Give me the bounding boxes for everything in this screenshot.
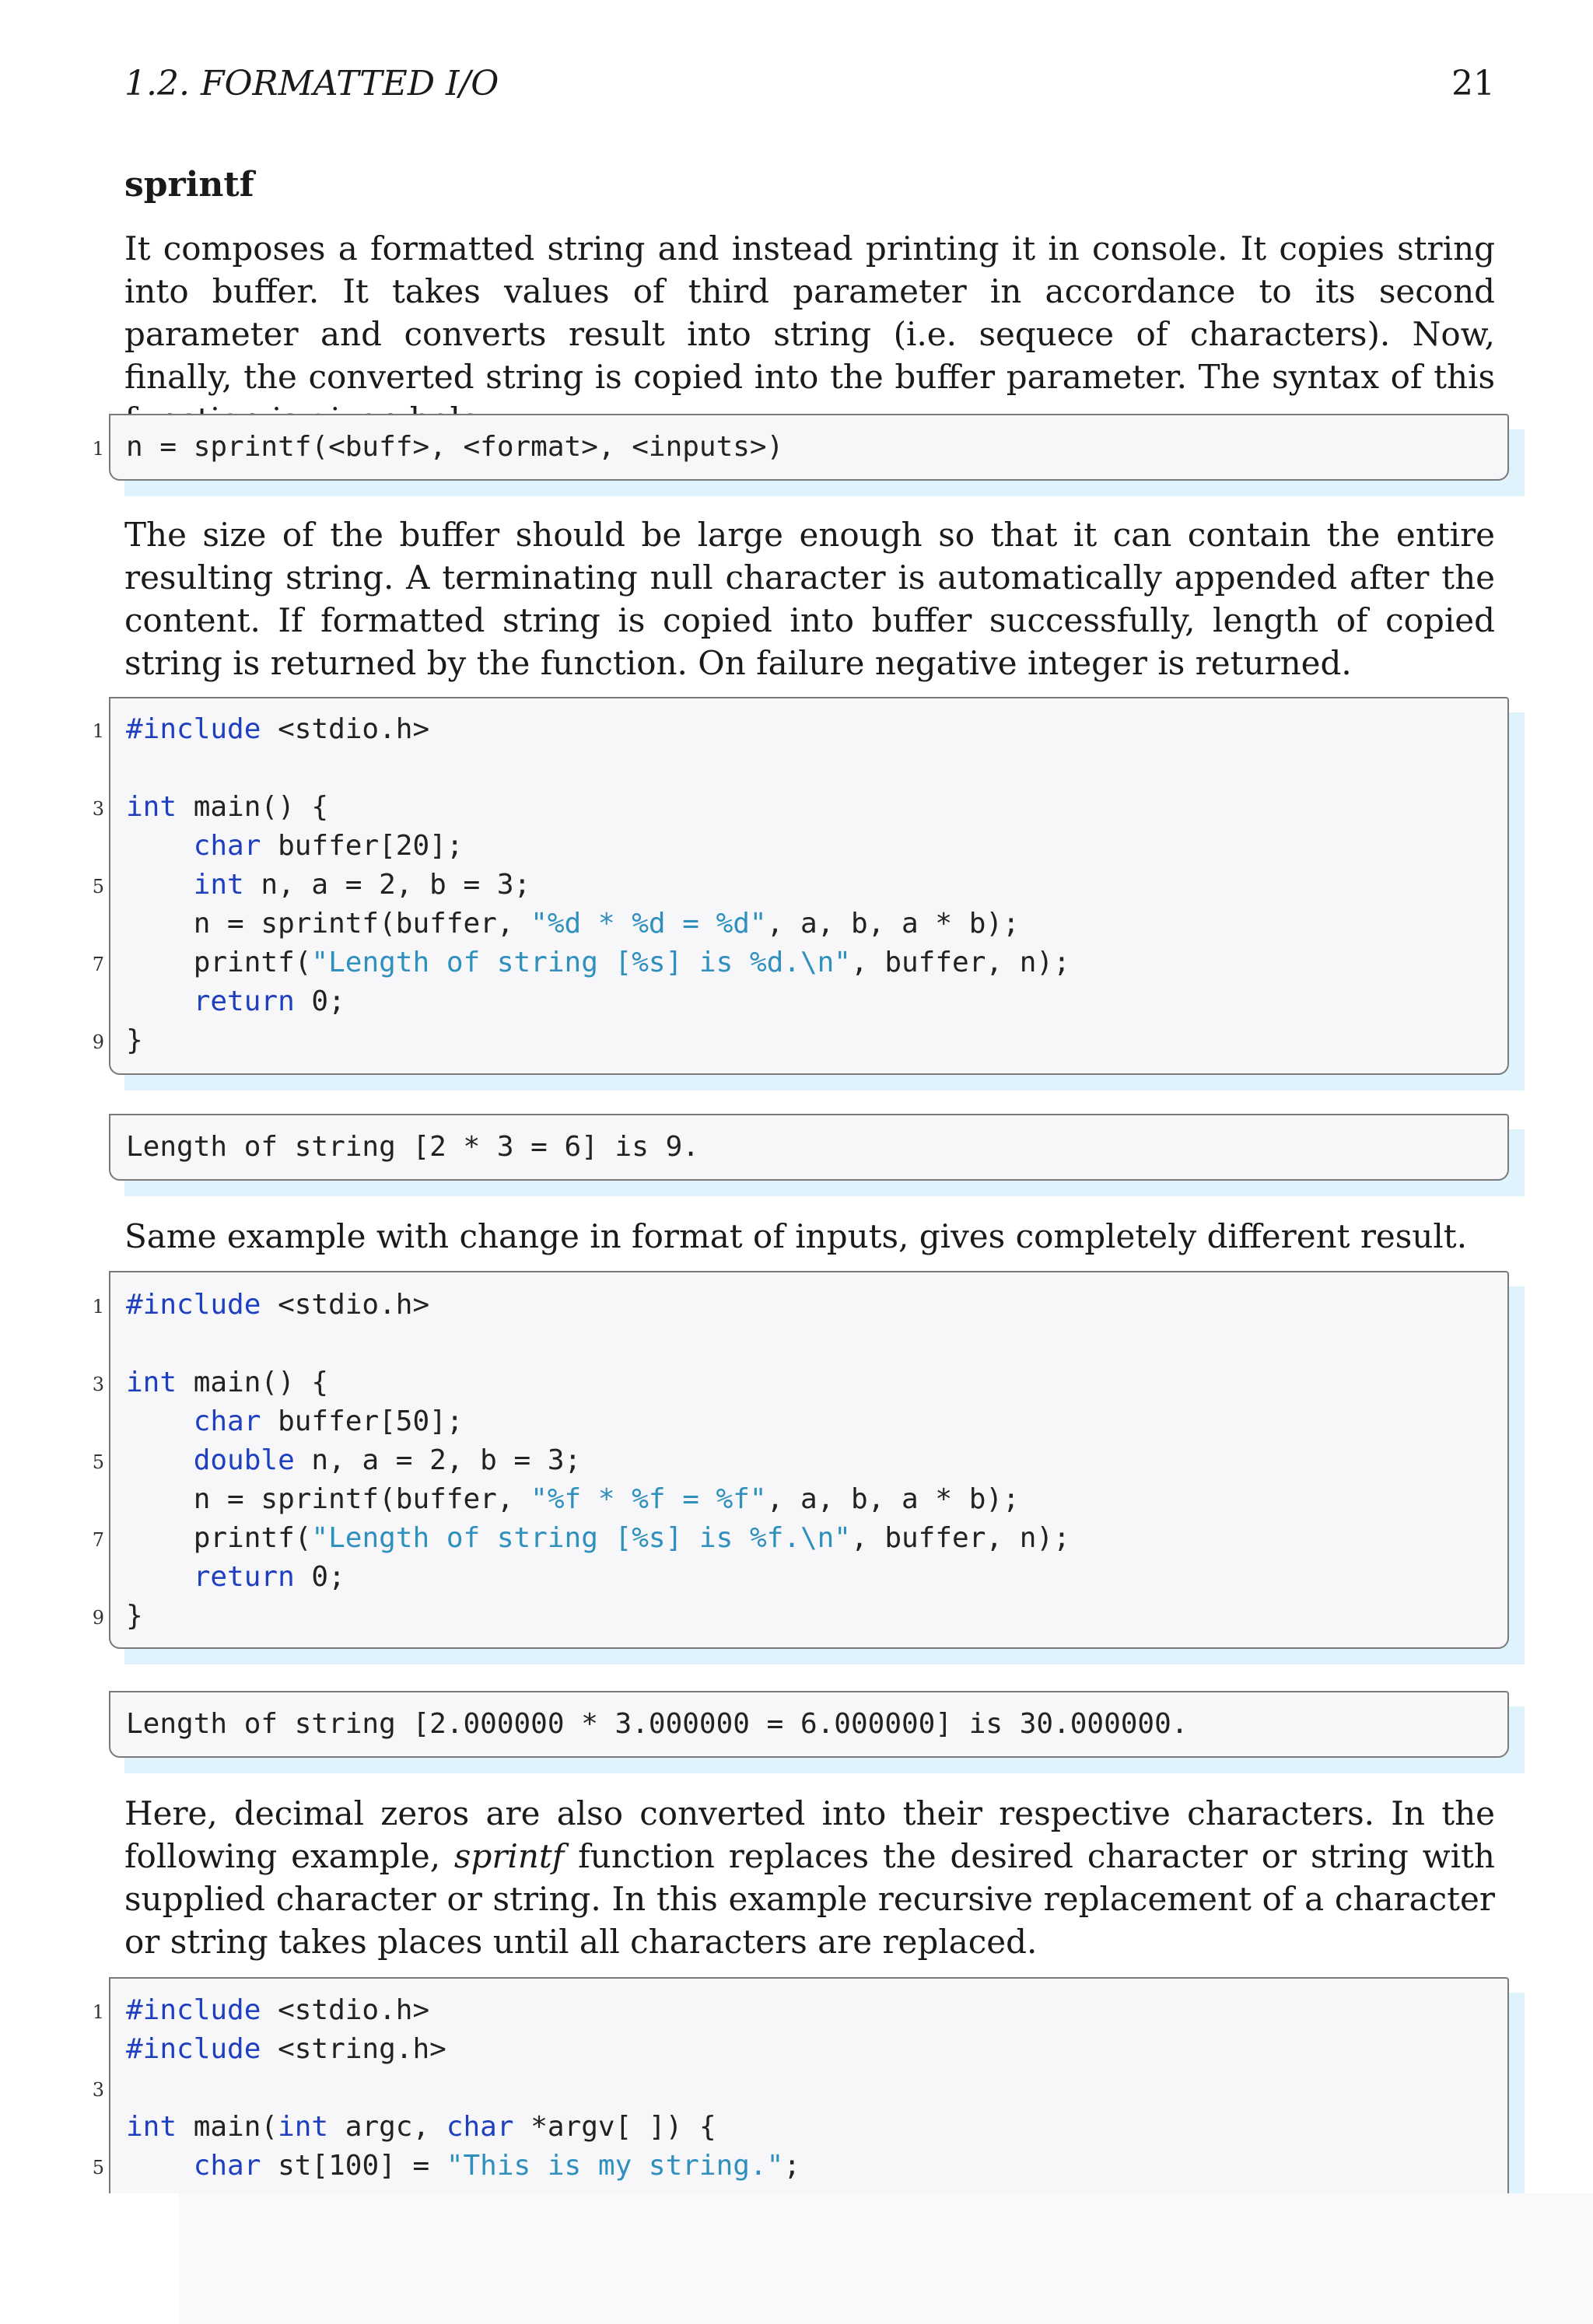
code-line: #include <string.h> — [126, 2033, 446, 2065]
line-number: 7 — [92, 954, 104, 975]
output-line: Length of string [2 * 3 = 6] is 9. — [126, 1131, 699, 1163]
code-line: #include <stdio.h> — [126, 713, 430, 745]
code-body-3 — [126, 1991, 800, 2186]
line-number: 3 — [92, 1374, 104, 1395]
code-line: int main() { — [126, 1367, 329, 1398]
line-number: 3 — [92, 798, 104, 820]
line-number: 3 — [92, 2079, 104, 2101]
emphasis-sprintf: sprintf — [453, 1837, 565, 1875]
code-line: char buffer[20]; — [193, 830, 464, 862]
line-number: 9 — [92, 1031, 104, 1053]
code-line-blank — [126, 1325, 1070, 1363]
paragraph-format-change: Same example with change in format of inputs, gives completely different result. — [124, 1217, 1468, 1255]
line-number: 1 — [92, 720, 104, 742]
code-line: printf("Length of string [%s] is %f.\n", buffer, n); — [126, 1522, 1070, 1554]
line-number: 5 — [92, 876, 104, 898]
line-number: 9 — [92, 1607, 104, 1629]
code-line: int n, a = 2, b = 3; — [193, 869, 531, 901]
line-number: 7 — [92, 1529, 104, 1551]
code-line: n = sprintf(buffer, "%d * %d = %d", a, b, a * b); — [126, 908, 1020, 940]
code-line: int main() { — [126, 791, 329, 823]
line-number: 5 — [92, 1451, 104, 1473]
code-body-1 — [126, 710, 1070, 1060]
page-number: 21 — [1451, 64, 1495, 103]
code-line: return 0; — [193, 1561, 345, 1593]
code-line: int main(int argc, char *argv[ ]) { — [126, 2111, 716, 2143]
line-number: 1 — [92, 438, 104, 460]
code-line-blank — [126, 749, 1070, 788]
code-line: n = sprintf(buffer, "%f * %f = %f", a, b, a * b); — [126, 1483, 1020, 1515]
code-line: #include <stdio.h> — [126, 1994, 430, 2026]
line-number: 5 — [92, 2157, 104, 2179]
code-line: #include <stdio.h> — [126, 1289, 430, 1321]
code-line: return 0; — [193, 985, 345, 1017]
line-number: 1 — [92, 2001, 104, 2023]
output-line: Length of string [2.000000 * 3.000000 = 6.000000] is 30.000000. — [126, 1708, 1189, 1740]
paragraph-intro: It composes a formatted string and instead printing it in console. It copies string into buffer. It takes values of third parameter in accordance to its second parameter and converts result into string (i.e. sequece of characters). Now, finally, the converted string is copied into the buffer parameter. The syntax of this — [124, 229, 1495, 396]
code-line: n = sprintf(<buff>, <format>, <inputs>) — [126, 431, 784, 463]
code-line: char buffer[50]; — [193, 1405, 464, 1437]
syntax-code — [126, 428, 783, 467]
page-bottom-area — [179, 2193, 1593, 2324]
output-text-2 — [126, 1705, 1188, 1744]
section-title: sprintf — [124, 165, 254, 205]
paragraph-recursive-replacement: Here, decimal zeros are also converted into their respective characters. In the following example, sprintf function replaces the desired character or string with supplied character or string. In this example recursive replacement of a character or string takes places until all characters are replaced. — [124, 1794, 1495, 1961]
output-text-1 — [126, 1128, 699, 1167]
code-line: printf("Length of string [%s] is %d.\n", buffer, n); — [126, 947, 1070, 978]
code-line: } — [126, 1600, 143, 1632]
code-line: double n, a = 2, b = 3; — [193, 1444, 582, 1476]
paragraph-buffer-size: The size of the buffer should be large enough so that it can contain the entire resulting string. A terminating null character is automatically appended after the content. If formatted string is copied into buffer successfully, length of copied string is returned by the function. On failure negative integer is returned. — [124, 516, 1495, 682]
running-header-section: 1.2. FORMATTED I/O — [124, 64, 499, 103]
code-line-blank — [126, 2069, 800, 2108]
line-number: 1 — [92, 1296, 104, 1318]
code-line: } — [126, 1024, 143, 1056]
code-line: char st[100] = "This is my string."; — [193, 2150, 800, 2182]
code-body-2 — [126, 1286, 1070, 1636]
